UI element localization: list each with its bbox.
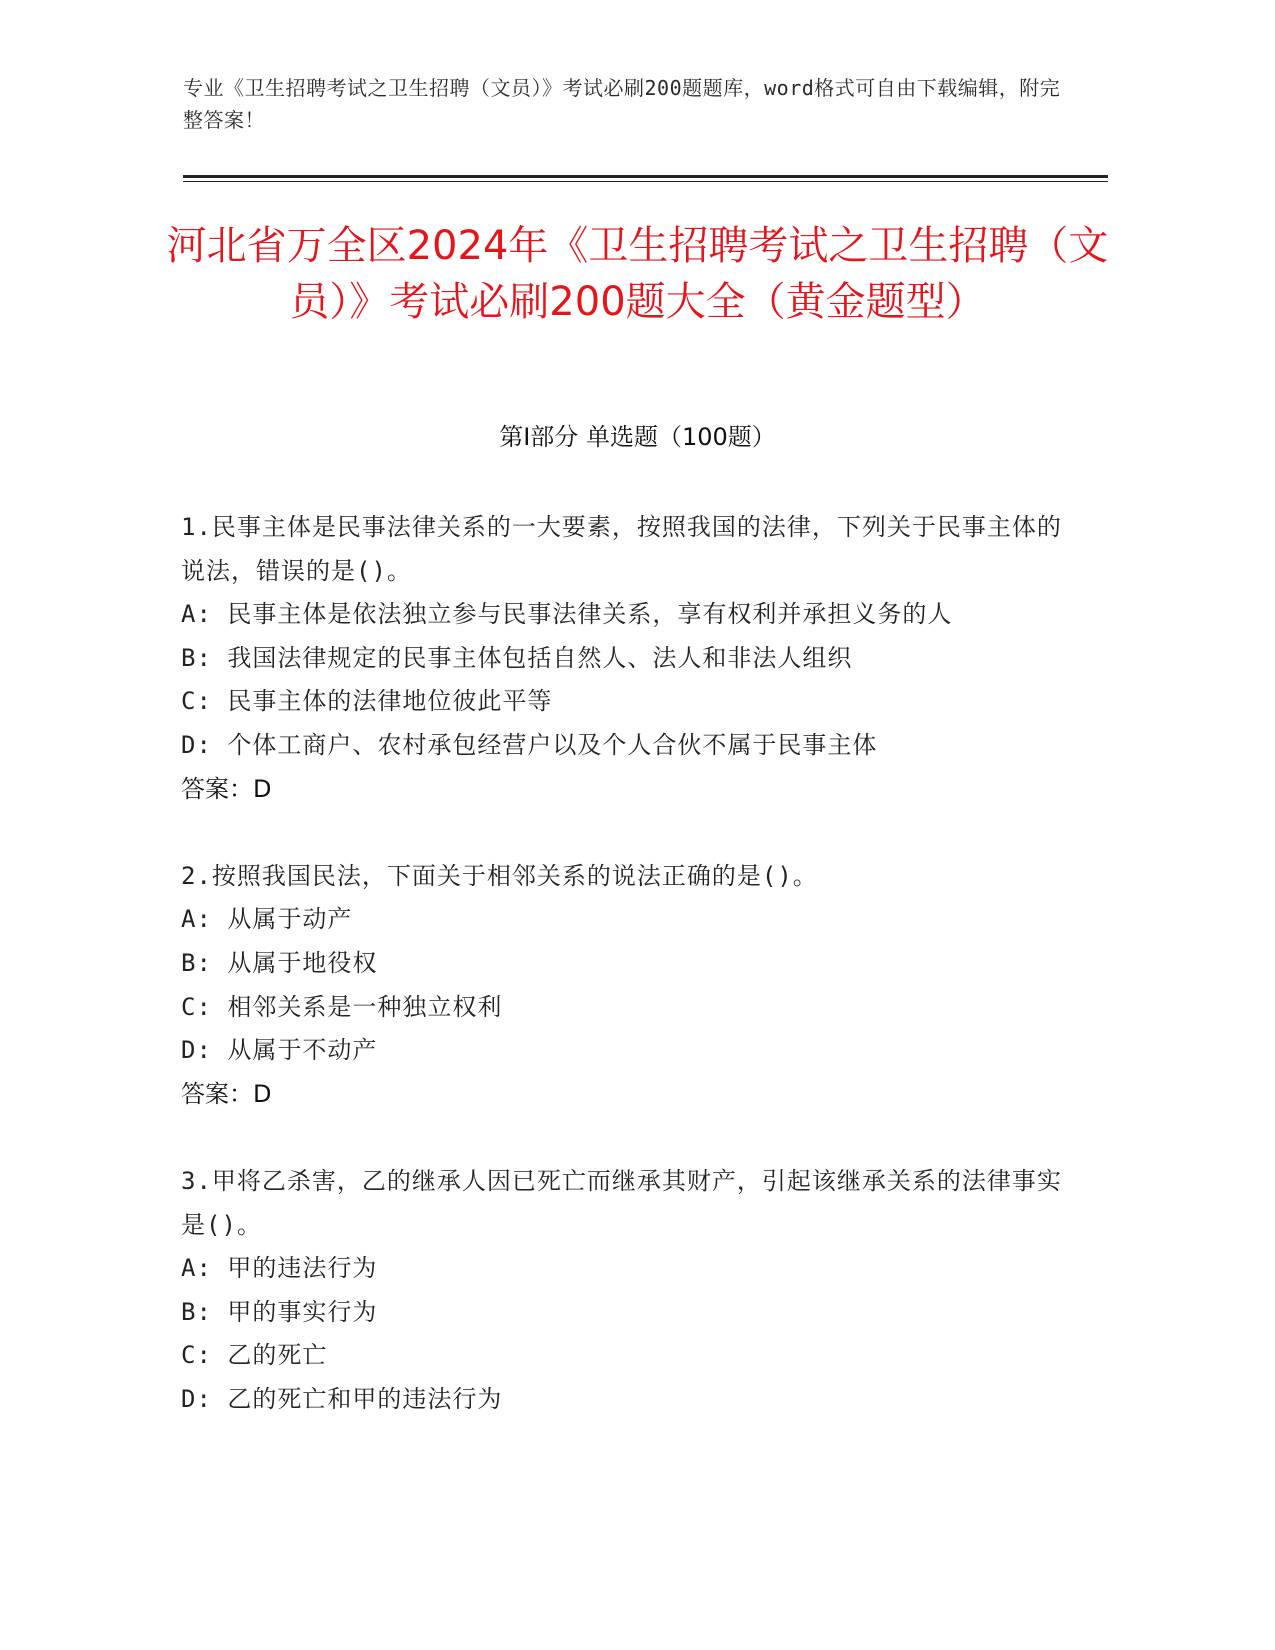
question-stem: 1.民事主体是民事法律关系的一大要素，按照我国的法律，下列关于民事主体的说法，错误的是()。 [181, 513, 1062, 585]
header-divider-thin [183, 181, 1108, 182]
option-c: C: 民事主体的法律地位彼此平等 [181, 687, 553, 716]
option-c: C: 乙的死亡 [181, 1341, 328, 1370]
answer-line: 答案：D [181, 774, 272, 803]
answer-line: 答案：D [181, 1079, 272, 1108]
question-stem: 3.甲将乙杀害，乙的继承人因已死亡而继承其财产，引起该继承关系的法律事实是()。 [181, 1166, 1062, 1239]
question-1 [181, 506, 1081, 811]
option-a: A: 从属于动产 [181, 905, 353, 934]
document-title: 河北省万全区2024年《卫生招聘考试之卫生招聘（文员）》考试必刷200题大全（黄金题型） [166, 223, 1109, 325]
option-b: B: 我国法律规定的民事主体包括自然人、法人和非法人组织 [181, 643, 853, 672]
option-a: A: 甲的违法行为 [181, 1254, 378, 1283]
option-b: B: 甲的事实行为 [181, 1297, 378, 1326]
question-list [181, 506, 1081, 1465]
header-note: 专业《卫生招聘考试之卫生招聘（文员）》考试必刷200题题库，word格式可自由下载编辑，附完整答案！ [183, 76, 1061, 132]
header-divider-thick [183, 175, 1108, 178]
option-d: D: 乙的死亡和甲的违法行为 [181, 1384, 503, 1413]
option-a: A: 民事主体是依法独立参与民事法律关系，享有权利并承担义务的人 [181, 600, 953, 629]
option-d: D: 个体工商户、农村承包经营户以及个人合伙不属于民事主体 [181, 730, 878, 759]
option-c: C: 相邻关系是一种独立权利 [181, 992, 503, 1021]
section-title: 第I部分 单选题（100题） [499, 423, 776, 451]
question-3 [181, 1160, 1081, 1422]
option-d: D: 从属于不动产 [181, 1036, 378, 1065]
option-b: B: 从属于地役权 [181, 948, 378, 977]
question-stem: 2.按照我国民法，下面关于相邻关系的说法正确的是()。 [181, 861, 818, 890]
question-2 [181, 855, 1081, 1117]
